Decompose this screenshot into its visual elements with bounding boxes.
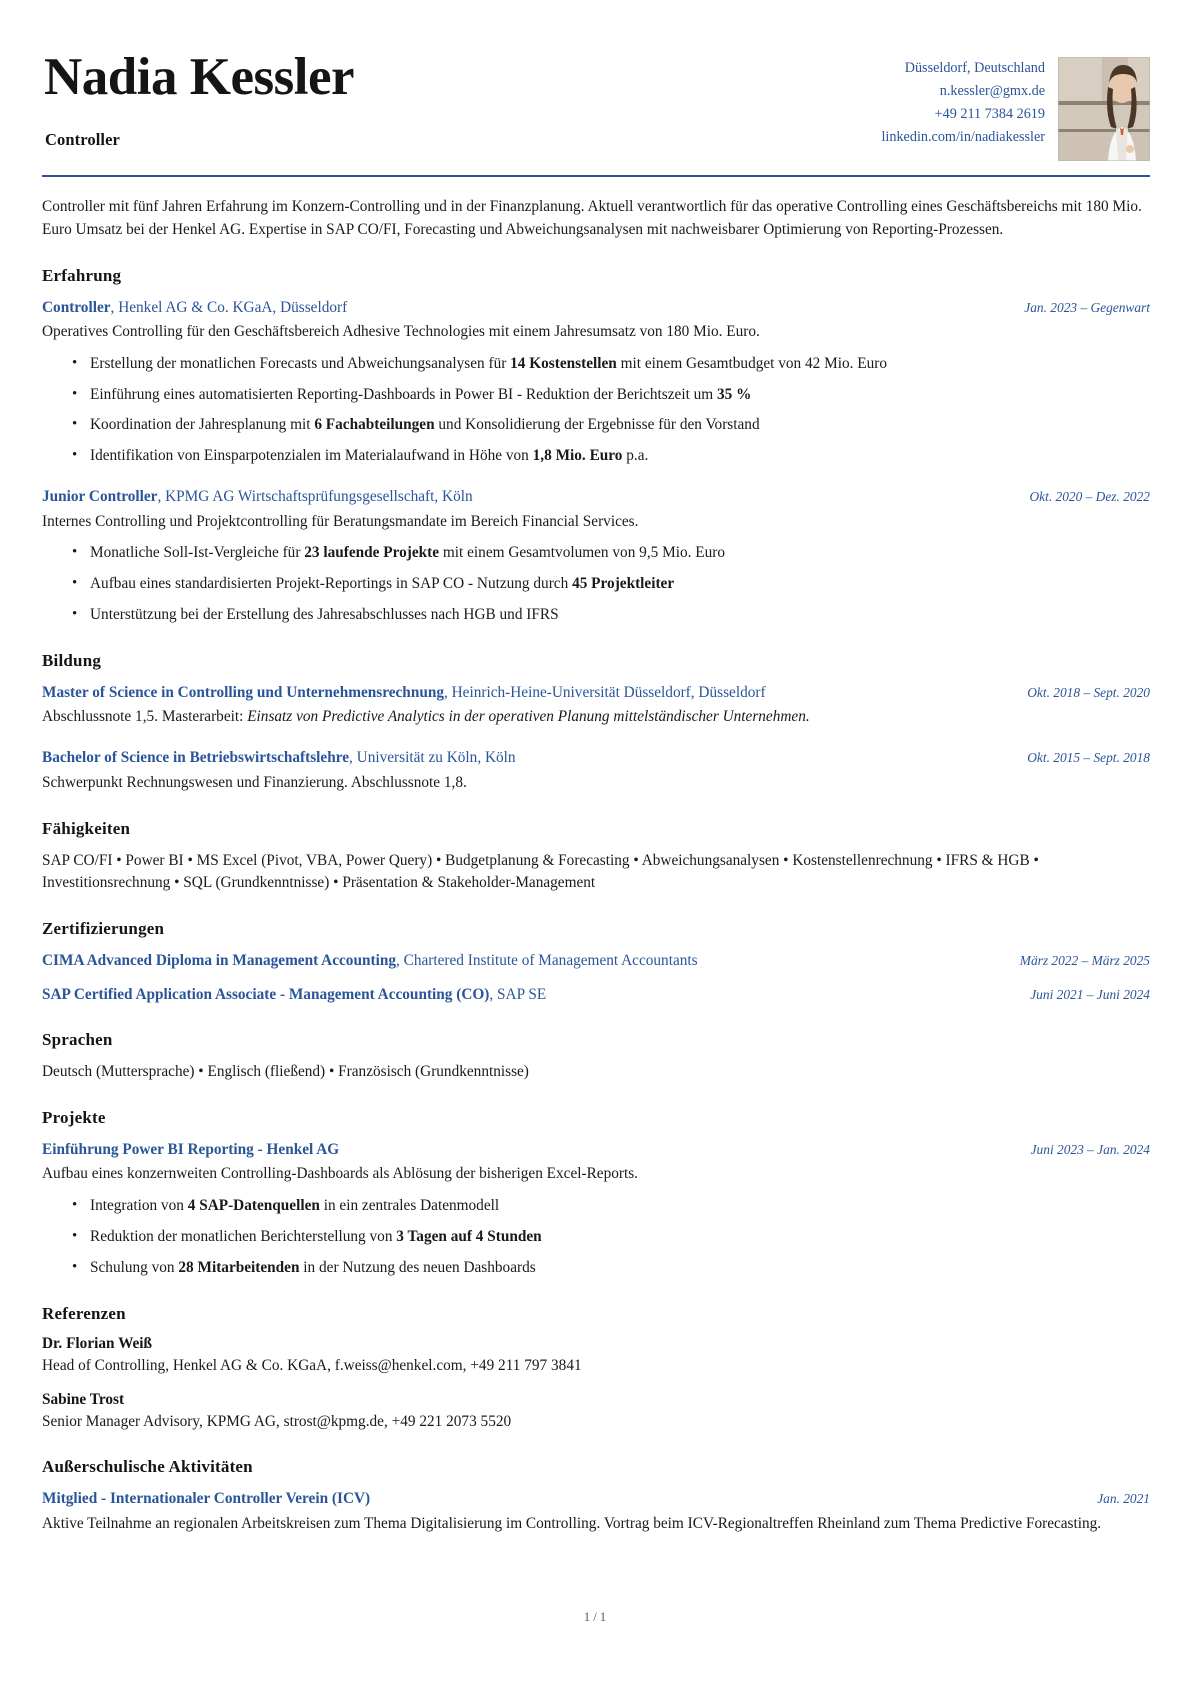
- bullet-text-pre: Reduktion der monatlichen Berichterstellung von: [90, 1227, 397, 1245]
- education-institution: , Heinrich-Heine-Universität Düsseldorf, Düsseldorf: [443, 684, 766, 702]
- activity-title: [42, 1488, 370, 1510]
- reference-name: Dr. Florian Weiß: [42, 1334, 153, 1352]
- list-item: [72, 384, 1150, 407]
- section-skills: [42, 819, 1150, 896]
- experience-company: , KPMG AG Wirtschaftsprüfungsgesellschaft, Köln: [157, 488, 473, 506]
- activity-entry: [42, 1488, 1150, 1535]
- section-title-education: Bildung: [42, 651, 102, 671]
- project-title: [42, 1139, 339, 1161]
- section-title-projects: Projekte: [42, 1107, 106, 1127]
- education-description: [42, 706, 1150, 729]
- skills-text: SAP CO/FI • Power BI • MS Excel (Pivot, VBA, Power Query) • Budgetplanung & Forecasting • Abweichungsanalysen • Kostenstellenrechnung • IFRS & HGB • Investitionsrechnung • SQL (Grundkenntnisse) • Präsentation & Stakeholder-Management: [42, 851, 1039, 892]
- reference-entry: [42, 1335, 1150, 1378]
- section-title-experience: Erfahrung: [42, 265, 122, 285]
- section-references: [42, 1304, 1150, 1434]
- experience-description: Operatives Controlling für den Geschäftsbereich Adhesive Technologies mit einem Jahresumsatz von 180 Mio. Euro.: [42, 322, 760, 340]
- entry-header: [42, 984, 1150, 1006]
- bullet-text-post: mit einem Gesamtvolumen von 9,5 Mio. Euro: [439, 544, 726, 562]
- list-item: [72, 604, 1150, 627]
- experience-company: , Henkel AG & Co. KGaA, Düsseldorf: [110, 298, 348, 316]
- contact-location: Düsseldorf, Deutschland: [904, 60, 1045, 76]
- experience-description: Internes Controlling und Projektcontrolling für Beratungsmandate im Bereich Financial Services.: [42, 512, 639, 530]
- education-degree: Master of Science in Controlling und Unternehmensrechnung: [42, 684, 444, 702]
- education-entry: [42, 747, 1150, 794]
- project-date: Juni 2023 – Jan. 2024: [1030, 1141, 1150, 1157]
- education-entry: [42, 682, 1150, 729]
- resume-header: [42, 38, 1150, 161]
- education-date: Okt. 2015 – Sept. 2018: [1027, 750, 1150, 766]
- activity-date: Jan. 2021: [1097, 1491, 1150, 1507]
- education-desc-pre: Abschlussnote 1,5. Masterarbeit:: [42, 708, 248, 726]
- entry-header: [42, 747, 1150, 769]
- section-title-languages: Sprachen: [42, 1029, 113, 1049]
- bullet-text-post: in ein zentrales Datenmodell: [319, 1196, 500, 1214]
- contact-linkedin[interactable]: linkedin.com/in/nadiakessler: [881, 129, 1045, 146]
- experience-bullets: [42, 542, 1150, 627]
- entry-header: [42, 486, 1150, 508]
- experience-bullets: [42, 353, 1150, 469]
- reference-name: Sabine Trost: [42, 1390, 125, 1408]
- bullet-text-bold: 4 SAP-Datenquellen: [187, 1196, 320, 1214]
- section-projects: [42, 1108, 1150, 1280]
- entry-header: [42, 1139, 1150, 1161]
- education-degree: Bachelor of Science in Betriebswirtschaftslehre: [42, 749, 350, 767]
- list-item: [72, 542, 1150, 565]
- bullet-text-bold: 1,8 Mio. Euro: [532, 447, 623, 465]
- bullet-text-bold: 45 Projektleiter: [572, 575, 675, 593]
- certification-title: [42, 984, 546, 1006]
- list-item: [72, 1257, 1150, 1280]
- bullet-text-post: in der Nutzung des neuen Dashboards: [299, 1258, 536, 1276]
- experience-role: Controller: [42, 298, 111, 316]
- certification-name: SAP Certified Application Associate - Management Accounting (CO): [42, 985, 490, 1003]
- section-title-activities: Außerschulische Aktivitäten: [42, 1457, 253, 1477]
- contact-list: [881, 57, 1045, 150]
- education-title: [42, 747, 516, 769]
- education-desc-pre: Schwerpunkt Rechnungswesen und Finanzierung. Abschlussnote 1,8.: [42, 773, 467, 791]
- list-item: [72, 1195, 1150, 1218]
- section-experience: [42, 266, 1150, 628]
- languages-text: Deutsch (Muttersprache) • Englisch (fließend) • Französisch (Grundkenntnisse): [42, 1062, 529, 1080]
- bullet-text-pre: Unterstützung bei der Erstellung des Jahresabschlusses nach HGB und IFRS: [90, 606, 559, 624]
- reference-entry: [42, 1391, 1150, 1434]
- list-item: [72, 353, 1150, 376]
- bullet-text-pre: Koordination der Jahresplanung mit: [90, 416, 315, 434]
- section-certifications: [42, 919, 1150, 1005]
- job-title: Controller: [45, 129, 120, 149]
- entry-header: [42, 297, 1150, 319]
- certification-entry: [42, 984, 1150, 1006]
- certification-entry: [42, 950, 1150, 972]
- contact-email[interactable]: n.kessler@gmx.de: [939, 83, 1045, 100]
- bullet-text-bold: 3 Tagen auf 4 Stunden: [396, 1227, 542, 1245]
- reference-detail: Head of Controlling, Henkel AG & Co. KGaA, f.weiss@henkel.com, +49 211 797 3841: [42, 1356, 582, 1374]
- section-title-certifications: Zertifizierungen: [42, 919, 165, 939]
- experience-role: Junior Controller: [42, 488, 158, 506]
- education-institution: , Universität zu Köln, Köln: [349, 749, 516, 767]
- certification-date: Juni 2021 – Juni 2024: [1030, 986, 1150, 1002]
- bullet-text-pre: Schulung von: [90, 1258, 179, 1276]
- bullet-text-pre: Einführung eines automatisierten Reporting-Dashboards in Power BI - Reduktion der Berichtszeit um: [90, 385, 718, 403]
- header-contact-block: [881, 46, 1150, 161]
- section-languages: [42, 1030, 1150, 1084]
- bullet-text-bold: 28 Mitarbeitenden: [178, 1258, 300, 1276]
- experience-entry: [42, 297, 1150, 469]
- entry-header: [42, 682, 1150, 704]
- avatar: [1058, 57, 1150, 161]
- list-item: [72, 1226, 1150, 1249]
- project-description: Aufbau eines konzernweiten Controlling-Dashboards als Ablösung der bisherigen Excel-Reports.: [42, 1164, 639, 1182]
- education-description: [42, 772, 1150, 795]
- project-bullets: [42, 1195, 1150, 1280]
- certification-name: CIMA Advanced Diploma in Management Accounting: [42, 952, 396, 970]
- experience-date: Okt. 2020 – Dez. 2022: [1029, 489, 1150, 505]
- experience-date: Jan. 2023 – Gegenwart: [1024, 299, 1150, 315]
- activity-name: Mitglied - Internationaler Controller Verein (ICV): [42, 1490, 371, 1508]
- education-date: Okt. 2018 – Sept. 2020: [1027, 685, 1150, 701]
- bullet-text-bold: 35 %: [717, 385, 752, 403]
- project-entry: [42, 1139, 1150, 1280]
- bullet-text-post: und Konsolidierung der Ergebnisse für den Vorstand: [434, 416, 760, 434]
- section-title-references: Referenzen: [42, 1303, 126, 1323]
- bullet-text-bold: 14 Kostenstellen: [510, 354, 617, 372]
- bullet-text-pre: Erstellung der monatlichen Forecasts und Abweichungsanalysen für: [90, 354, 511, 372]
- certification-issuer: , Chartered Institute of Management Accountants: [395, 952, 698, 970]
- entry-header: [42, 950, 1150, 972]
- activity-description: Aktive Teilnahme an regionalen Arbeitskreisen zum Thema Digitalisierung im Controlling. Vortrag beim ICV-Regionaltreffen Rheinland zum Thema Predictive Forecasting.: [42, 1514, 1102, 1532]
- bullet-text-pre: Integration von: [90, 1196, 188, 1214]
- header-identity: [42, 46, 354, 150]
- certification-title: [42, 950, 698, 972]
- certification-date: März 2022 – März 2025: [1019, 953, 1150, 969]
- contact-phone[interactable]: +49 211 7384 2619: [934, 106, 1045, 123]
- experience-title: [42, 297, 347, 319]
- page-indicator: 1 / 1: [583, 1610, 607, 1624]
- section-education: [42, 651, 1150, 794]
- section-activities: [42, 1457, 1150, 1535]
- bullet-text-post: p.a.: [622, 447, 649, 465]
- header-divider: [42, 175, 1150, 177]
- page-footer: [0, 1610, 1190, 1625]
- experience-entry: [42, 486, 1150, 627]
- list-item: [72, 414, 1150, 437]
- bullet-text-pre: Monatliche Soll-Ist-Vergleiche für: [90, 544, 305, 562]
- list-item: [72, 445, 1150, 468]
- bullet-text-pre: Identifikation von Einsparpotenzialen im Materialaufwand in Höhe von: [90, 447, 533, 465]
- experience-title: [42, 486, 473, 508]
- bullet-text-bold: 6 Fachabteilungen: [314, 416, 435, 434]
- section-title-skills: Fähigkeiten: [42, 818, 131, 838]
- bullet-text-bold: 23 laufende Projekte: [304, 544, 440, 562]
- education-thesis-title: Einsatz von Predictive Analytics in der operativen Planung mittelständischer Unternehmen.: [247, 708, 810, 726]
- certification-issuer: , SAP SE: [489, 985, 547, 1003]
- bullet-text-post: mit einem Gesamtbudget von 42 Mio. Euro: [616, 354, 888, 372]
- bullet-text-pre: Aufbau eines standardisierten Projekt-Reportings in SAP CO - Nutzung durch: [90, 575, 573, 593]
- project-name: Einführung Power BI Reporting - Henkel AG: [42, 1140, 340, 1158]
- education-title: [42, 682, 766, 704]
- entry-header: [42, 1488, 1150, 1510]
- list-item: [72, 573, 1150, 596]
- profile-summary: Controller mit fünf Jahren Erfahrung im Konzern-Controlling und in der Finanzplanung. Aktuell verantwortlich für das operative Controlling eines Geschäftsbereichs mit 180 Mio. Euro Umsatz bei der Henkel AG. Expertise in SAP CO/FI, Forecasting und Abweichungsanalysen mit nachweisbarer Optimierung von Reporting-Prozessen.: [42, 198, 1142, 239]
- reference-detail: Senior Manager Advisory, KPMG AG, strost@kpmg.de, +49 221 2073 5520: [42, 1412, 512, 1430]
- page-title: Nadia Kessler: [44, 48, 354, 106]
